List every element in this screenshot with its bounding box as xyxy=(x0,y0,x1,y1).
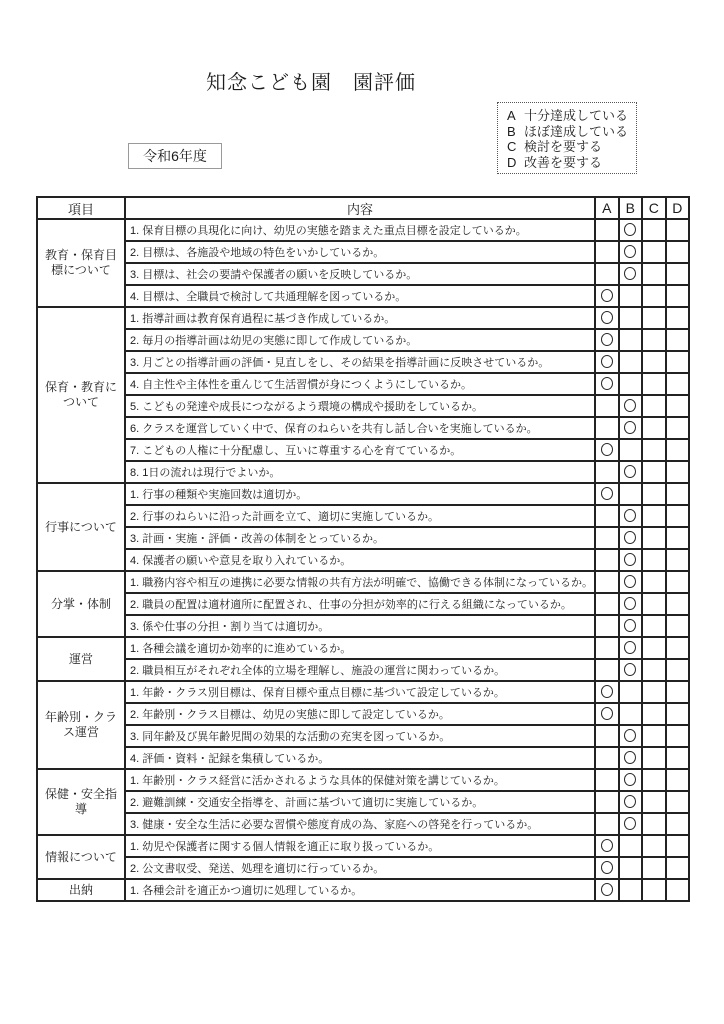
rating-cell-c xyxy=(642,791,666,813)
rating-cell-d xyxy=(666,835,690,857)
item-text-cell: 3. 同年齢及び異年齢児間の効果的な活動の充実を図っているか。 xyxy=(125,725,595,747)
rating-cell-c xyxy=(642,417,666,439)
item-text-cell: 4. 評価・資料・記録を集積しているか。 xyxy=(125,747,595,769)
rating-cell-b xyxy=(619,395,643,417)
rating-cell-a xyxy=(595,219,619,241)
rating-cell-c xyxy=(642,747,666,769)
rating-cell-b xyxy=(619,747,643,769)
rating-legend xyxy=(497,102,637,174)
rating-circle-mark xyxy=(624,619,636,632)
table-row xyxy=(37,263,689,285)
rating-cell-d xyxy=(666,637,690,659)
rating-cell-c xyxy=(642,879,666,901)
item-text-cell: 7. こどもの人権に十分配慮し、互いに尊重する心を育てているか。 xyxy=(125,439,595,461)
legend-grade-letter: D xyxy=(507,154,517,170)
item-text-cell: 6. クラスを運営していく中で、保育のねらいを共有し話し合いを実施しているか。 xyxy=(125,417,595,439)
table-row xyxy=(37,439,689,461)
rating-cell-a xyxy=(595,461,619,483)
rating-cell-c xyxy=(642,219,666,241)
rating-cell-b xyxy=(619,263,643,285)
item-text-cell: 2. 公文書収受、発送、処理を適切に行っているか。 xyxy=(125,857,595,879)
rating-cell-b xyxy=(619,549,643,571)
rating-cell-c xyxy=(642,681,666,703)
rating-circle-mark xyxy=(624,729,636,742)
rating-cell-c xyxy=(642,373,666,395)
item-text-cell: 3. 月ごとの指導計画の評価・見直しをし、その結果を指導計画に反映させているか。 xyxy=(125,351,595,373)
table-row xyxy=(37,879,689,901)
table-row xyxy=(37,791,689,813)
rating-cell-a xyxy=(595,681,619,703)
rating-cell-b xyxy=(619,593,643,615)
item-text-cell: 3. 目標は、社会の要請や保護者の願いを反映しているか。 xyxy=(125,263,595,285)
rating-cell-d xyxy=(666,659,690,681)
table-row xyxy=(37,813,689,835)
rating-cell-c xyxy=(642,285,666,307)
table-row xyxy=(37,461,689,483)
rating-cell-b xyxy=(619,615,643,637)
rating-circle-mark xyxy=(624,795,636,808)
rating-cell-c xyxy=(642,703,666,725)
item-text-cell: 1. 幼児や保護者に関する個人情報を適正に取り扱っているか。 xyxy=(125,835,595,857)
item-text-cell: 1. 行事の種類や実施回数は適切か。 xyxy=(125,483,595,505)
item-text-cell: 1. 年齢・クラス別目標は、保育目標や重点目標に基づいて設定しているか。 xyxy=(125,681,595,703)
rating-circle-mark xyxy=(601,355,613,368)
rating-cell-b xyxy=(619,571,643,593)
rating-circle-mark xyxy=(624,575,636,588)
rating-cell-c xyxy=(642,571,666,593)
rating-cell-b xyxy=(619,219,643,241)
rating-circle-mark xyxy=(624,267,636,280)
table-row xyxy=(37,703,689,725)
table-row xyxy=(37,527,689,549)
table-row xyxy=(37,373,689,395)
item-text-cell: 2. 避難訓練・交通安全指導を、計画に基づいて適切に実施しているか。 xyxy=(125,791,595,813)
table-row xyxy=(37,681,689,703)
rating-cell-b xyxy=(619,527,643,549)
rating-cell-d xyxy=(666,351,690,373)
legend-grade-letter: B xyxy=(507,123,516,139)
item-text-cell: 2. 職員の配置は適材適所に配置され、仕事の分担が効率的に行える組織になっているか。 xyxy=(125,593,595,615)
item-text-cell: 2. 年齢別・クラス目標は、幼児の実態に即して設定しているか。 xyxy=(125,703,595,725)
rating-cell-d xyxy=(666,439,690,461)
rating-circle-mark xyxy=(624,245,636,258)
rating-cell-d xyxy=(666,615,690,637)
rating-cell-a xyxy=(595,549,619,571)
header-category: 項目 xyxy=(37,197,125,219)
rating-cell-d xyxy=(666,483,690,505)
item-text-cell: 1. 指導計画は教育保育過程に基づき作成しているか。 xyxy=(125,307,595,329)
table-row xyxy=(37,483,689,505)
category-cell: 分掌・体制 xyxy=(37,571,125,637)
item-text-cell: 1. 年齢別・クラス経営に活かされるような具体的保健対策を講じているか。 xyxy=(125,769,595,791)
rating-cell-c xyxy=(642,263,666,285)
rating-circle-mark xyxy=(601,311,613,324)
table-row xyxy=(37,241,689,263)
rating-cell-d xyxy=(666,505,690,527)
rating-cell-b xyxy=(619,879,643,901)
rating-cell-a xyxy=(595,395,619,417)
rating-cell-a xyxy=(595,527,619,549)
rating-circle-mark xyxy=(624,773,636,786)
item-text-cell: 2. 毎月の指導計画は幼児の実態に即して作成しているか。 xyxy=(125,329,595,351)
legend-item xyxy=(507,139,636,155)
rating-cell-d xyxy=(666,241,690,263)
rating-cell-d xyxy=(666,417,690,439)
table-row xyxy=(37,747,689,769)
rating-cell-a xyxy=(595,769,619,791)
rating-circle-mark xyxy=(624,751,636,764)
rating-cell-c xyxy=(642,659,666,681)
rating-cell-b xyxy=(619,351,643,373)
rating-cell-d xyxy=(666,461,690,483)
category-cell: 年齢別・クラス運営 xyxy=(37,681,125,769)
rating-circle-mark xyxy=(624,421,636,434)
rating-cell-d xyxy=(666,219,690,241)
rating-circle-mark xyxy=(601,685,613,698)
rating-cell-b xyxy=(619,483,643,505)
rating-cell-a xyxy=(595,593,619,615)
legend-grade-label: 十分達成している xyxy=(524,108,629,123)
rating-circle-mark xyxy=(624,465,636,478)
category-cell: 運営 xyxy=(37,637,125,681)
rating-cell-c xyxy=(642,395,666,417)
rating-circle-mark xyxy=(601,707,613,720)
rating-cell-d xyxy=(666,373,690,395)
header-grade-b: B xyxy=(619,197,643,219)
rating-cell-b xyxy=(619,417,643,439)
item-text-cell: 1. 保育目標の具現化に向け、幼児の実態を踏まえた重点目標を設定しているか。 xyxy=(125,219,595,241)
rating-cell-c xyxy=(642,813,666,835)
table-row xyxy=(37,593,689,615)
rating-cell-d xyxy=(666,791,690,813)
rating-cell-d xyxy=(666,307,690,329)
rating-circle-mark xyxy=(601,443,613,456)
rating-cell-c xyxy=(642,483,666,505)
table-row xyxy=(37,571,689,593)
rating-cell-a xyxy=(595,857,619,879)
legend-grade-letter: A xyxy=(507,108,516,123)
rating-cell-a xyxy=(595,659,619,681)
table-row xyxy=(37,285,689,307)
table-row xyxy=(37,857,689,879)
evaluation-table xyxy=(36,196,690,902)
rating-cell-d xyxy=(666,879,690,901)
rating-cell-a xyxy=(595,439,619,461)
item-text-cell: 1. 各種会議を適切か効率的に進めているか。 xyxy=(125,637,595,659)
rating-cell-d xyxy=(666,857,690,879)
rating-cell-c xyxy=(642,637,666,659)
rating-circle-mark xyxy=(624,399,636,412)
rating-cell-c xyxy=(642,351,666,373)
rating-circle-mark xyxy=(624,663,636,676)
table-row xyxy=(37,329,689,351)
table-row xyxy=(37,615,689,637)
table-row xyxy=(37,351,689,373)
rating-circle-mark xyxy=(601,289,613,302)
rating-cell-b xyxy=(619,681,643,703)
rating-circle-mark xyxy=(601,377,613,390)
item-text-cell: 1. 各種会計を適正かつ適切に処理しているか。 xyxy=(125,879,595,901)
item-text-cell: 4. 自主性や主体性を重んじて生活習慣が身につくようにしているか。 xyxy=(125,373,595,395)
rating-cell-a xyxy=(595,373,619,395)
item-text-cell: 3. 健康・安全な生活に必要な習慣や態度育成の為、家庭への啓発を行っているか。 xyxy=(125,813,595,835)
table-row xyxy=(37,219,689,241)
rating-cell-c xyxy=(642,593,666,615)
header-grade-d: D xyxy=(666,197,690,219)
rating-cell-a xyxy=(595,351,619,373)
rating-cell-a xyxy=(595,791,619,813)
table-row xyxy=(37,725,689,747)
legend-item xyxy=(507,108,636,124)
rating-circle-mark xyxy=(624,597,636,610)
rating-cell-a xyxy=(595,747,619,769)
rating-circle-mark xyxy=(624,531,636,544)
rating-cell-c xyxy=(642,505,666,527)
category-cell: 行事について xyxy=(37,483,125,571)
rating-cell-a xyxy=(595,615,619,637)
item-text-cell: 8. 1日の流れは現行でよいか。 xyxy=(125,461,595,483)
rating-cell-b xyxy=(619,241,643,263)
legend-grade-label: 検討を要する xyxy=(524,139,603,154)
rating-cell-a xyxy=(595,263,619,285)
category-cell: 保育・教育について xyxy=(37,307,125,483)
item-text-cell: 2. 職員相互がそれぞれ全体的立場を理解し、施設の運営に関わっているか。 xyxy=(125,659,595,681)
legend-grade-letter: C xyxy=(507,139,517,154)
rating-circle-mark xyxy=(601,487,613,500)
rating-cell-b xyxy=(619,285,643,307)
rating-cell-c xyxy=(642,615,666,637)
rating-cell-b xyxy=(619,373,643,395)
item-text-cell: 2. 行事のねらいに沿った計画を立て、適切に実施しているか。 xyxy=(125,505,595,527)
table-header-row xyxy=(37,197,689,219)
item-text-cell: 4. 目標は、全職員で検討して共通理解を図っているか。 xyxy=(125,285,595,307)
rating-cell-a xyxy=(595,307,619,329)
rating-cell-a xyxy=(595,813,619,835)
rating-circle-mark xyxy=(601,839,613,852)
rating-cell-d xyxy=(666,285,690,307)
rating-cell-b xyxy=(619,439,643,461)
rating-cell-d xyxy=(666,725,690,747)
rating-cell-d xyxy=(666,395,690,417)
item-text-cell: 2. 目標は、各施設や地域の特色をいかしているか。 xyxy=(125,241,595,263)
rating-circle-mark xyxy=(624,509,636,522)
rating-cell-b xyxy=(619,835,643,857)
rating-cell-d xyxy=(666,527,690,549)
rating-circle-mark xyxy=(624,553,636,566)
table-row xyxy=(37,417,689,439)
rating-cell-d xyxy=(666,571,690,593)
rating-cell-b xyxy=(619,461,643,483)
page-title: 知念こども園 園評価 xyxy=(206,72,416,94)
item-text-cell: 3. 係や仕事の分担・割り当ては適切か。 xyxy=(125,615,595,637)
category-cell: 保健・安全指導 xyxy=(37,769,125,835)
rating-cell-a xyxy=(595,703,619,725)
rating-cell-a xyxy=(595,571,619,593)
fiscal-year-label: 令和6年度 xyxy=(143,148,207,164)
rating-cell-d xyxy=(666,681,690,703)
rating-cell-a xyxy=(595,879,619,901)
rating-cell-d xyxy=(666,593,690,615)
rating-cell-a xyxy=(595,241,619,263)
rating-cell-b xyxy=(619,791,643,813)
rating-cell-b xyxy=(619,329,643,351)
rating-circle-mark xyxy=(624,641,636,654)
table-row xyxy=(37,549,689,571)
rating-cell-b xyxy=(619,659,643,681)
item-text-cell: 1. 職務内容や相互の連携に必要な情報の共有方法が明確で、協働できる体制になっているか。 xyxy=(125,571,595,593)
category-cell: 情報について xyxy=(37,835,125,879)
rating-cell-b xyxy=(619,703,643,725)
table-row xyxy=(37,659,689,681)
rating-cell-c xyxy=(642,461,666,483)
category-cell: 教育・保育目標について xyxy=(37,219,125,307)
table-row xyxy=(37,395,689,417)
rating-cell-a xyxy=(595,329,619,351)
rating-cell-d xyxy=(666,769,690,791)
rating-cell-a xyxy=(595,637,619,659)
rating-cell-a xyxy=(595,483,619,505)
rating-cell-b xyxy=(619,857,643,879)
rating-cell-a xyxy=(595,285,619,307)
legend-item xyxy=(507,124,636,140)
rating-cell-b xyxy=(619,637,643,659)
rating-cell-c xyxy=(642,725,666,747)
rating-cell-a xyxy=(595,725,619,747)
rating-cell-c xyxy=(642,241,666,263)
rating-cell-c xyxy=(642,527,666,549)
rating-circle-mark xyxy=(601,861,613,874)
rating-cell-c xyxy=(642,549,666,571)
rating-cell-a xyxy=(595,417,619,439)
rating-cell-b xyxy=(619,725,643,747)
rating-cell-b xyxy=(619,813,643,835)
rating-cell-b xyxy=(619,505,643,527)
table-row xyxy=(37,307,689,329)
table-row xyxy=(37,835,689,857)
rating-cell-d xyxy=(666,747,690,769)
rating-circle-mark xyxy=(601,883,613,896)
rating-cell-c xyxy=(642,835,666,857)
rating-cell-d xyxy=(666,813,690,835)
rating-cell-d xyxy=(666,263,690,285)
fiscal-year-box xyxy=(128,143,222,169)
rating-circle-mark xyxy=(601,333,613,346)
rating-cell-c xyxy=(642,857,666,879)
header-content: 内容 xyxy=(125,197,595,219)
legend-grade-label: 改善を要する xyxy=(524,154,603,170)
table-row xyxy=(37,769,689,791)
legend-item xyxy=(507,155,636,171)
rating-cell-c xyxy=(642,769,666,791)
item-text-cell: 3. 計画・実施・評価・改善の体制をとっているか。 xyxy=(125,527,595,549)
item-text-cell: 4. 保護者の願いや意見を取り入れているか。 xyxy=(125,549,595,571)
table-row xyxy=(37,505,689,527)
header-grade-a: A xyxy=(595,197,619,219)
rating-circle-mark xyxy=(624,223,636,236)
rating-cell-c xyxy=(642,329,666,351)
rating-cell-c xyxy=(642,439,666,461)
table-row xyxy=(37,637,689,659)
rating-cell-b xyxy=(619,769,643,791)
rating-cell-a xyxy=(595,835,619,857)
rating-cell-d xyxy=(666,703,690,725)
legend-grade-label: ほぼ達成している xyxy=(524,123,629,139)
rating-circle-mark xyxy=(624,817,636,830)
rating-cell-c xyxy=(642,307,666,329)
item-text-cell: 5. こどもの発達や成長につながるよう環境の構成や援助をしているか。 xyxy=(125,395,595,417)
rating-cell-a xyxy=(595,505,619,527)
rating-cell-b xyxy=(619,307,643,329)
header-grade-c: C xyxy=(642,197,666,219)
rating-cell-d xyxy=(666,549,690,571)
rating-cell-d xyxy=(666,329,690,351)
category-cell: 出納 xyxy=(37,879,125,901)
